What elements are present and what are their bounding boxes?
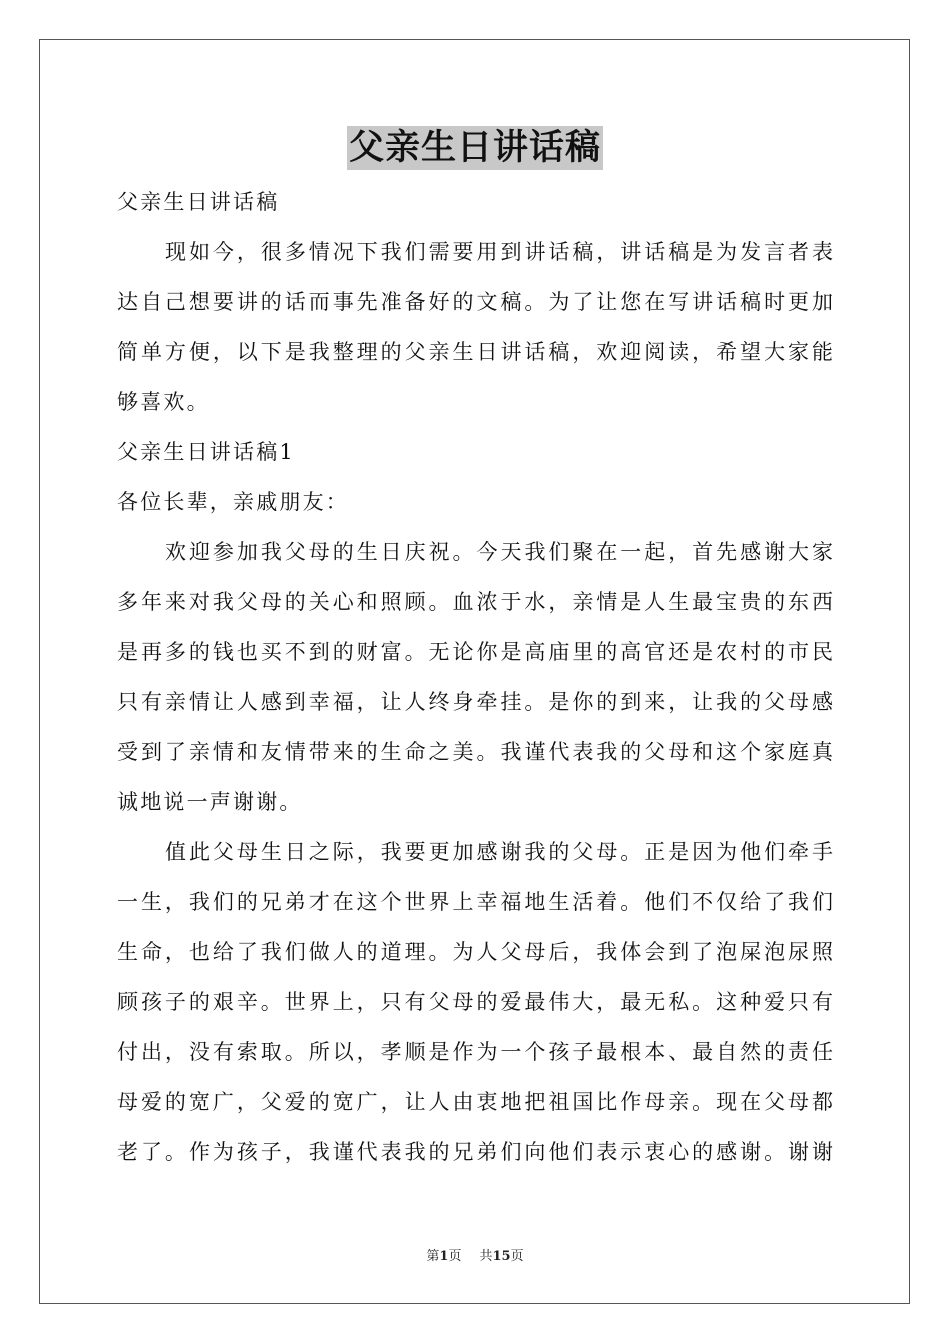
document-title: 父亲生日讲话稿 — [348, 128, 601, 168]
body-line: 各位长辈，亲戚朋友： — [117, 490, 349, 514]
body-line: 顾孩子的艰辛。世界上，只有父母的爱最伟大，最无私。这种爱只有 — [117, 990, 833, 1014]
total-prefix: 共 — [479, 1249, 493, 1264]
body-line: 一生，我们的兄弟才在这个世界上幸福地生活着。他们不仅给了我们 — [117, 890, 833, 914]
total-suffix: 页 — [510, 1249, 524, 1264]
body-line: 父亲生日讲话稿 — [117, 190, 280, 214]
title-wrapper — [0, 126, 950, 170]
body-line: 够喜欢。 — [117, 390, 210, 414]
body-line: 欢迎参加我父母的生日庆祝。今天我们聚在一起，首先感谢大家 — [165, 540, 833, 564]
body-line: 现如今，很多情况下我们需要用到讲话稿，讲话稿是为发言者表 — [165, 240, 833, 264]
body-line: 达自己想要讲的话而事先准备好的文稿。为了让您在写讲话稿时更加 — [117, 290, 833, 314]
body-line: 是再多的钱也买不到的财富。无论你是高庙里的高官还是农村的市民 — [117, 640, 833, 664]
body-line: 母爱的宽广，父爱的宽广，让人由衷地把祖国比作母亲。现在父母都 — [117, 1090, 833, 1114]
body-line: 受到了亲情和友情带来的生命之美。我谨代表我的父母和这个家庭真 — [117, 740, 833, 764]
page-footer — [0, 1248, 950, 1266]
body-line: 值此父母生日之际，我要更加感谢我的父母。正是因为他们牵手 — [165, 840, 833, 864]
page-total: 15 — [492, 1249, 511, 1264]
body-line: 生命，也给了我们做人的道理。为人父母后，我体会到了泡屎泡尿照 — [117, 940, 833, 964]
page-current: 1 — [439, 1249, 449, 1264]
body-line: 只有亲情让人感到幸福，让人终身牵挂。是你的到来，让我的父母感 — [117, 690, 833, 714]
page-suffix: 页 — [448, 1249, 462, 1264]
page-prefix: 第 — [426, 1249, 440, 1264]
document-body — [117, 177, 833, 1177]
body-line: 父亲生日讲话稿1 — [117, 440, 295, 464]
body-line: 老了。作为孩子，我谨代表我的兄弟们向他们表示衷心的感谢。谢谢 — [117, 1140, 833, 1164]
body-line: 付出，没有索取。所以，孝顺是作为一个孩子最根本、最自然的责任 — [117, 1040, 833, 1064]
body-line: 简单方便，以下是我整理的父亲生日讲话稿，欢迎阅读，希望大家能 — [117, 340, 833, 364]
body-line: 多年来对我父母的关心和照顾。血浓于水，亲情是人生最宝贵的东西 — [117, 590, 833, 614]
body-line: 诚地说一声谢谢。 — [117, 790, 303, 814]
